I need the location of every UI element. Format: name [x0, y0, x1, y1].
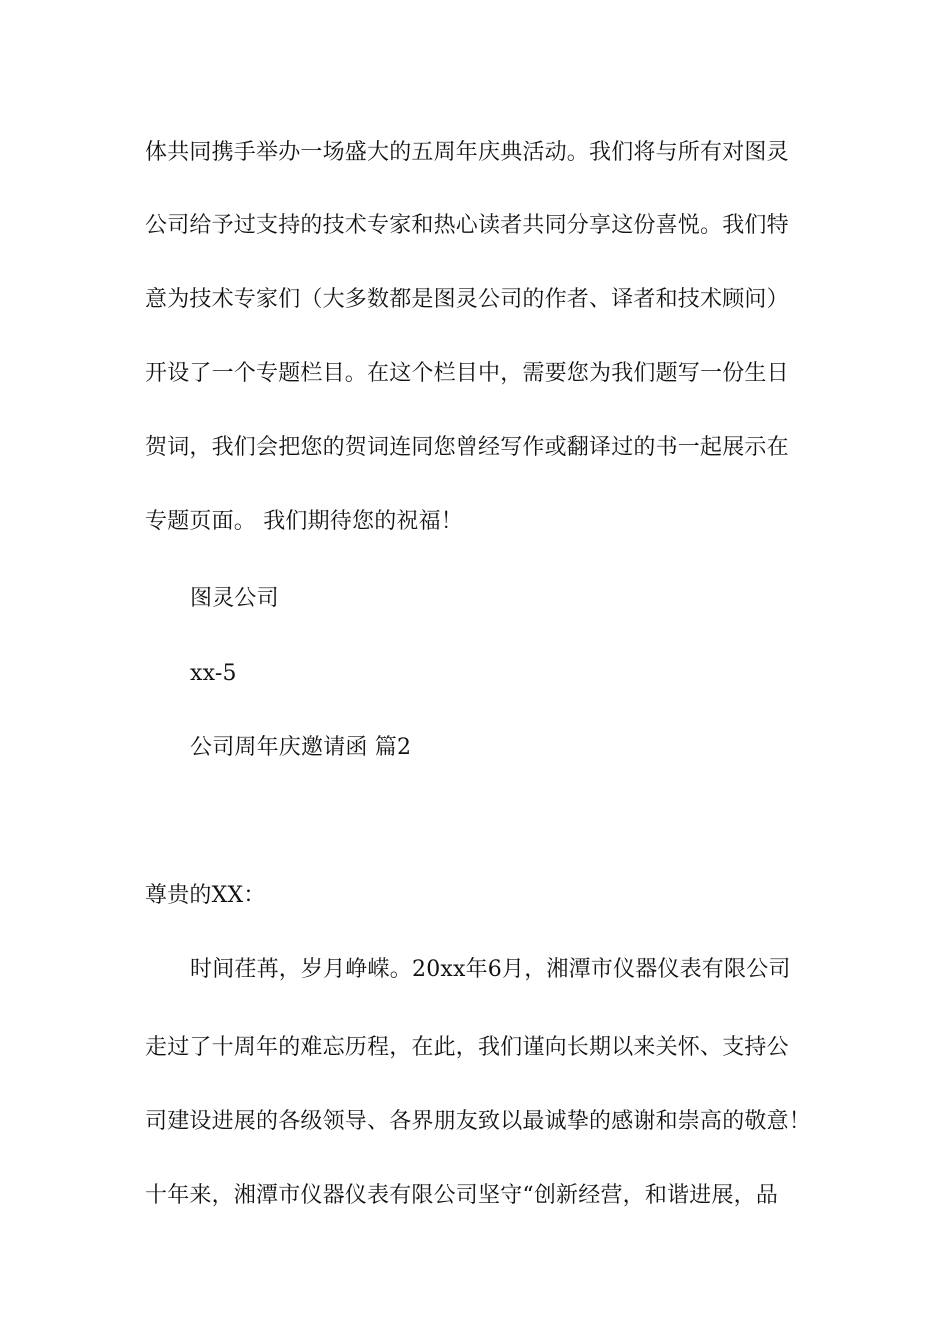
paragraph-line: 贺词，我们会把您的贺词连同您曾经写作或翻译过的书一起展示在 [145, 435, 789, 460]
paragraph-line: 开设了一个专题栏目。在这个栏目中，需要您为我们题写一份生日 [145, 361, 789, 386]
signature: 图灵公司 [190, 586, 279, 611]
section-heading: 公司周年庆邀请函 篇2 [190, 735, 412, 760]
paragraph-line: 时间荏苒，岁月峥嵘。20xx年6月，湘潭市仪器仪表有限公司 [190, 957, 791, 982]
paragraph-line: 专题页面。 我们期待您的祝福！ [145, 509, 463, 534]
salutation: 尊贵的XX： [145, 883, 266, 908]
paragraph-line: 十年来，湘潭市仪器仪表有限公司坚守“创新经营，和谐进展，品 [145, 1183, 779, 1208]
paragraph-line: 公司给予过支持的技术专家和热心读者共同分享这份喜悦。我们特 [145, 213, 789, 238]
paragraph-line: 走过了十周年的难忘历程，在此，我们谨向长期以来关怀、支持公 [145, 1035, 789, 1060]
paragraph-line: 司建设进展的各级领导、各界朋友致以最诚挚的感谢和崇高的敬意！ [145, 1109, 812, 1134]
paragraph-line: 意为技术专家们（大多数都是图灵公司的作者、译者和技术顾问） [145, 287, 789, 312]
date: xx-5 [190, 661, 237, 686]
paragraph-line: 体共同携手举办一场盛大的五周年庆典活动。我们将与所有对图灵 [145, 140, 789, 165]
